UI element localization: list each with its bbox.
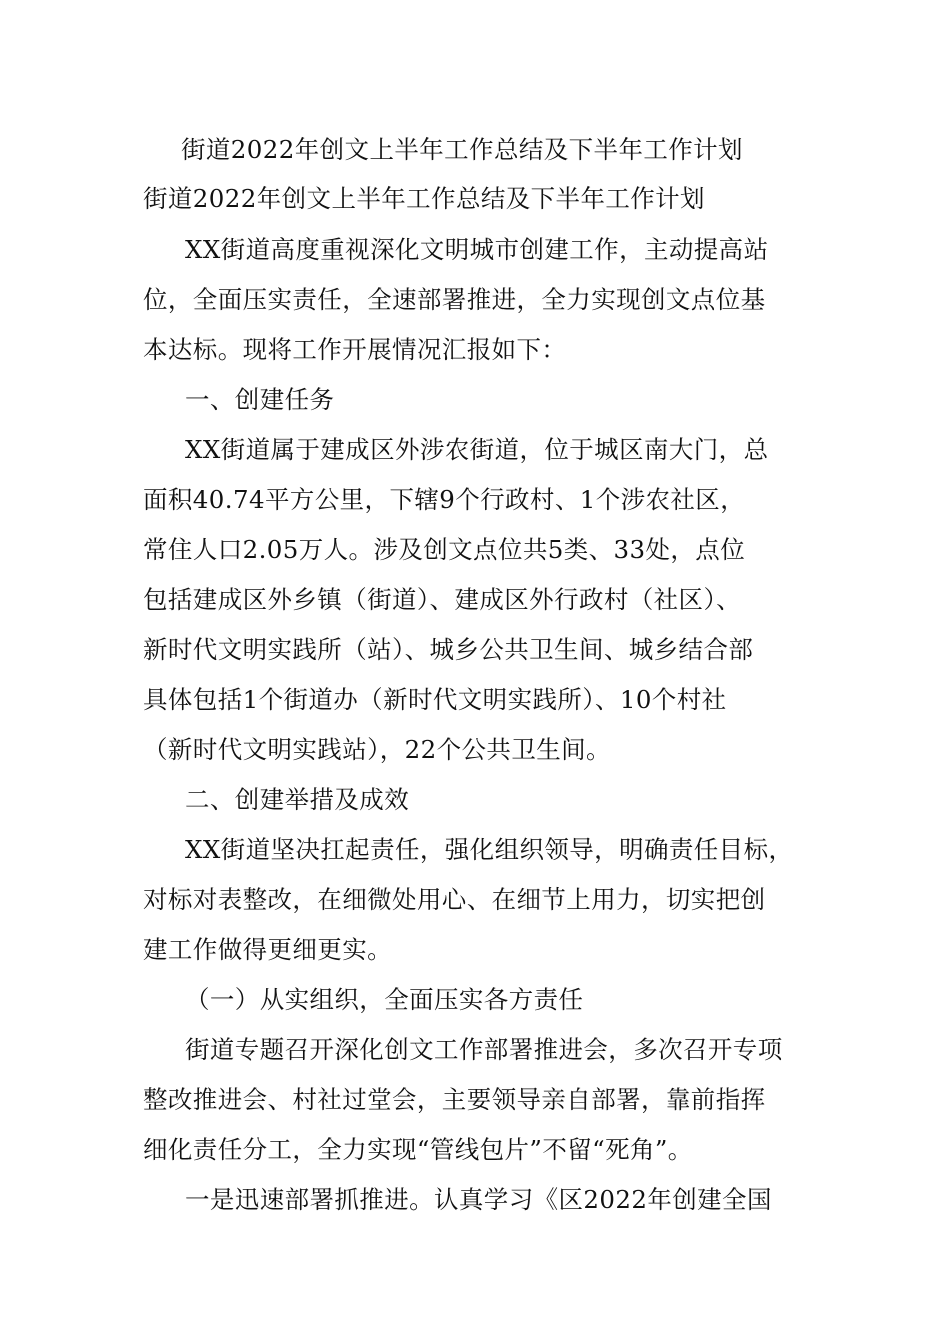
- paragraph-line: XX街道高度重视深化文明城市创建工作，主动提高站: [185, 235, 769, 264]
- document-title-repeat: 街道2022年创文上半年工作总结及下半年工作计划: [143, 184, 705, 213]
- document-title: 街道2022年创文上半年工作总结及下半年工作计划: [181, 135, 743, 164]
- paragraph-line: 本达标。现将工作开展情况汇报如下：: [143, 335, 567, 364]
- paragraph-line: 整改推进会、村社过堂会，主要领导亲自部署，靠前指挥: [143, 1085, 766, 1114]
- paragraph-line: XX街道属于建成区外涉农街道，位于城区南大门，总: [185, 435, 769, 464]
- section-heading: 二、创建举措及成效: [185, 785, 410, 814]
- subsection-heading: （一）从实组织，全面压实各方责任: [185, 985, 584, 1014]
- paragraph-line: 常住人口2.05万人。涉及创文点位共5类、33处，点位: [143, 535, 746, 564]
- paragraph-line: 建工作做得更细更实。: [143, 935, 392, 964]
- paragraph-line: XX街道坚决扛起责任，强化组织领导，明确责任目标，: [185, 835, 794, 864]
- paragraph-line: 一是迅速部署抓推进。认真学习《区2022年创建全国: [185, 1185, 772, 1214]
- paragraph-line: 具体包括1个街道办（新时代文明实践所）、10个村社: [143, 685, 727, 714]
- paragraph-line: （新时代文明实践站），22个公共卫生间。: [143, 735, 611, 764]
- paragraph-line: 位，全面压实责任，全速部署推进，全力实现创文点位基: [143, 285, 766, 314]
- paragraph-line: 街道专题召开深化创文工作部署推进会，多次召开专项: [185, 1035, 783, 1064]
- paragraph-line: 细化责任分工，全力实现“管线包片”不留“死角”。: [143, 1135, 693, 1164]
- paragraph-line: 包括建成区外乡镇（街道）、建成区外行政村（社区）、: [143, 585, 741, 614]
- paragraph-line: 对标对表整改，在细微处用心、在细节上用力，切实把创: [143, 885, 766, 914]
- paragraph-line: 新时代文明实践所（站）、城乡公共卫生间、城乡结合部: [143, 635, 754, 664]
- paragraph-line: 面积40.74平方公里，下辖9个行政村、1个涉农社区，: [143, 485, 746, 514]
- section-heading: 一、创建任务: [185, 385, 335, 414]
